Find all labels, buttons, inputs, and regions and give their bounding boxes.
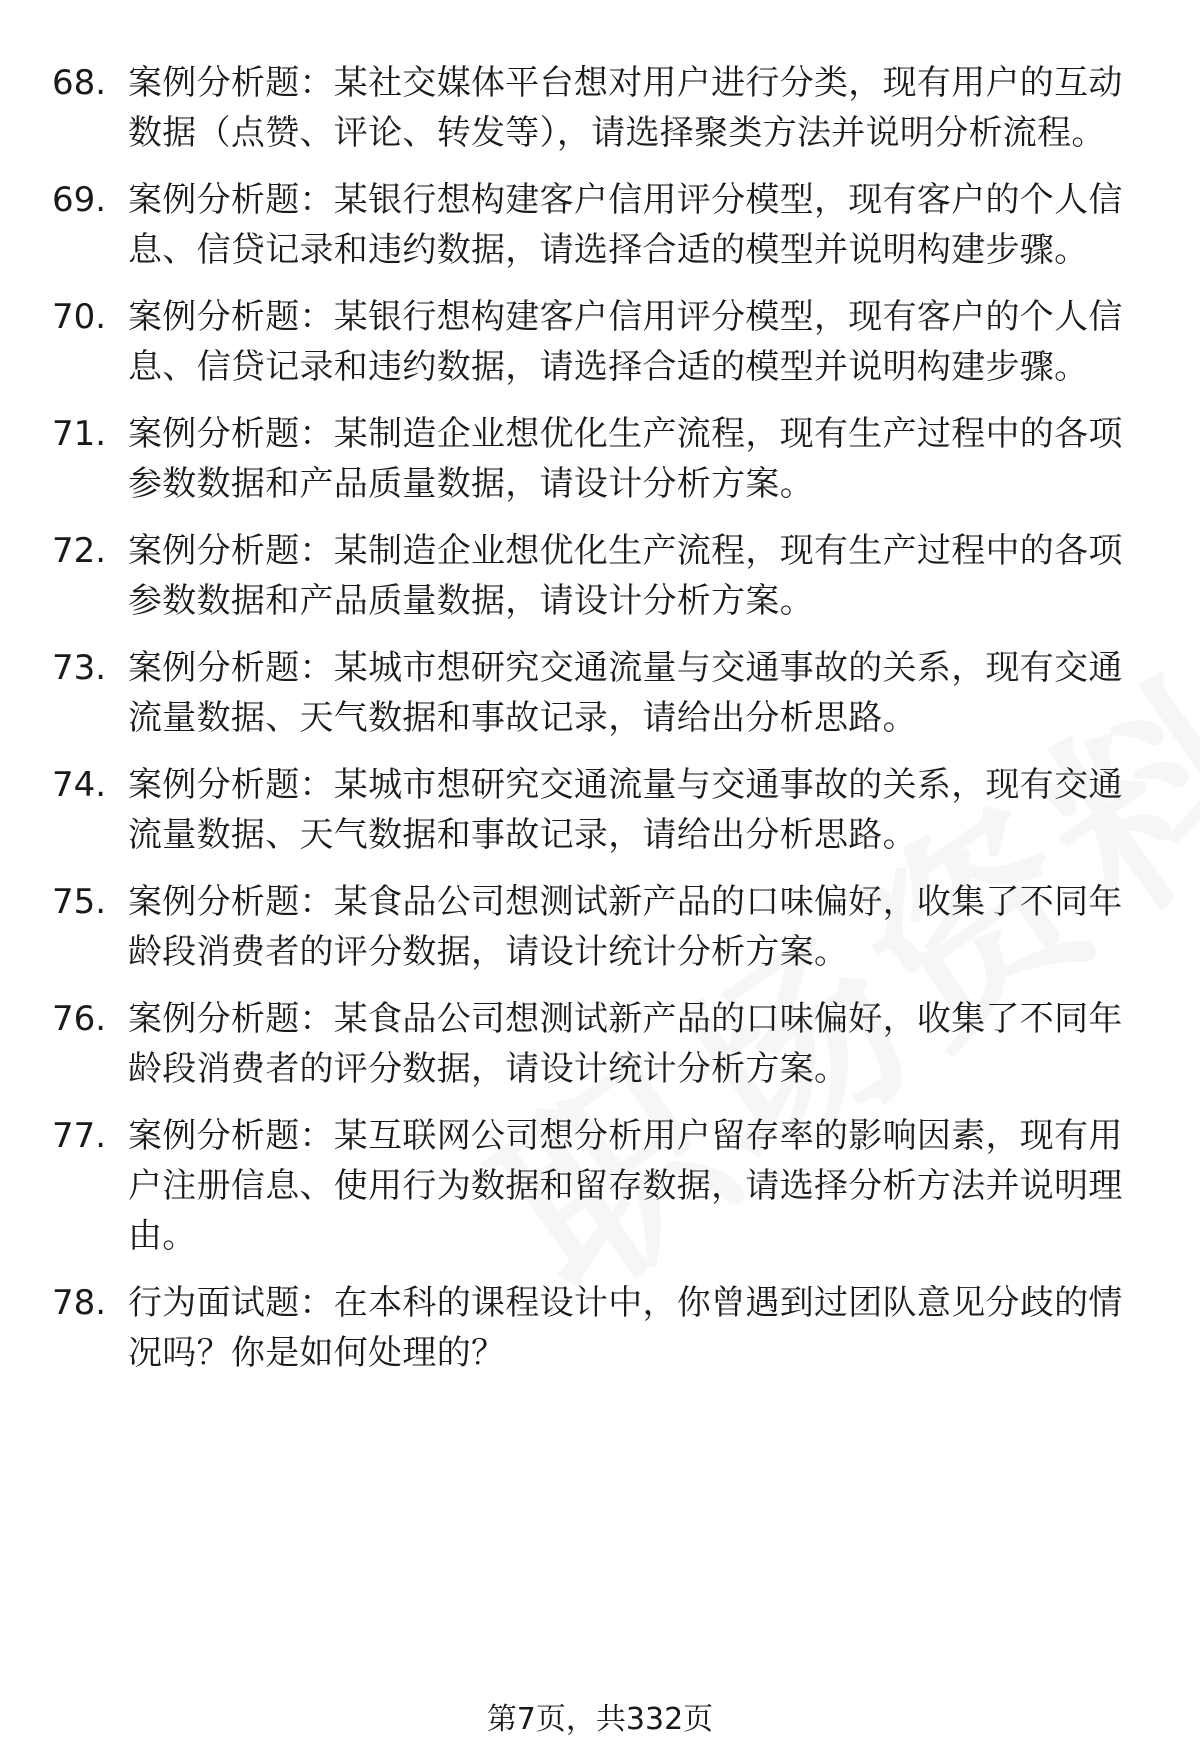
question-text: 案例分析题：某城市想研究交通流量与交通事故的关系，现有交通流量数据、天气数据和事故记录，请给出分析思路。 xyxy=(128,765,1123,855)
question-number: 78. xyxy=(52,1283,107,1323)
question-list xyxy=(52,58,1162,1378)
question-number: 76. xyxy=(52,999,107,1039)
question-text: 行为面试题：在本科的课程设计中，你曾遇到过团队意见分歧的情况吗？你是如何处理的？ xyxy=(128,1283,1123,1373)
question-item xyxy=(52,409,1162,509)
question-number: 77. xyxy=(52,1116,107,1156)
question-number: 75. xyxy=(52,882,107,922)
question-item xyxy=(52,1111,1162,1261)
question-number: 70. xyxy=(52,297,107,337)
question-text: 案例分析题：某银行想构建客户信用评分模型，现有客户的个人信息、信贷记录和违约数据，请选择合适的模型并说明构建步骤。 xyxy=(128,180,1123,270)
question-number: 71. xyxy=(52,414,107,454)
question-item xyxy=(52,877,1162,977)
question-text: 案例分析题：某食品公司想测试新产品的口味偏好，收集了不同年龄段消费者的评分数据，请设计统计分析方案。 xyxy=(128,999,1123,1089)
question-item xyxy=(52,1278,1162,1378)
question-text: 案例分析题：某银行想构建客户信用评分模型，现有客户的个人信息、信贷记录和违约数据，请选择合适的模型并说明构建步骤。 xyxy=(128,297,1123,387)
question-text: 案例分析题：某互联网公司想分析用户留存率的影响因素，现有用户注册信息、使用行为数据和留存数据，请选择分析方法并说明理由。 xyxy=(128,1116,1123,1256)
question-item xyxy=(52,643,1162,743)
question-text: 案例分析题：某制造企业想优化生产流程，现有生产过程中的各项参数数据和产品质量数据，请设计分析方案。 xyxy=(128,414,1123,504)
question-item xyxy=(52,292,1162,392)
page-footer: 第7页，共332页 xyxy=(486,1702,714,1737)
question-text: 案例分析题：某城市想研究交通流量与交通事故的关系，现有交通流量数据、天气数据和事故记录，请给出分析思路。 xyxy=(128,648,1123,738)
question-number: 74. xyxy=(52,765,107,805)
question-number: 68. xyxy=(52,63,107,103)
question-text: 案例分析题：某制造企业想优化生产流程，现有生产过程中的各项参数数据和产品质量数据，请设计分析方案。 xyxy=(128,531,1123,621)
question-item xyxy=(52,526,1162,626)
question-item xyxy=(52,994,1162,1094)
question-number: 72. xyxy=(52,531,107,571)
question-item xyxy=(52,175,1162,275)
question-number: 69. xyxy=(52,180,107,220)
question-text: 案例分析题：某社交媒体平台想对用户进行分类，现有用户的互动数据（点赞、评论、转发等），请选择聚类方法并说明分析流程。 xyxy=(128,63,1123,153)
question-item xyxy=(52,760,1162,860)
question-text: 案例分析题：某食品公司想测试新产品的口味偏好，收集了不同年龄段消费者的评分数据，请设计统计分析方案。 xyxy=(128,882,1123,972)
question-item xyxy=(52,58,1162,158)
question-number: 73. xyxy=(52,648,107,688)
